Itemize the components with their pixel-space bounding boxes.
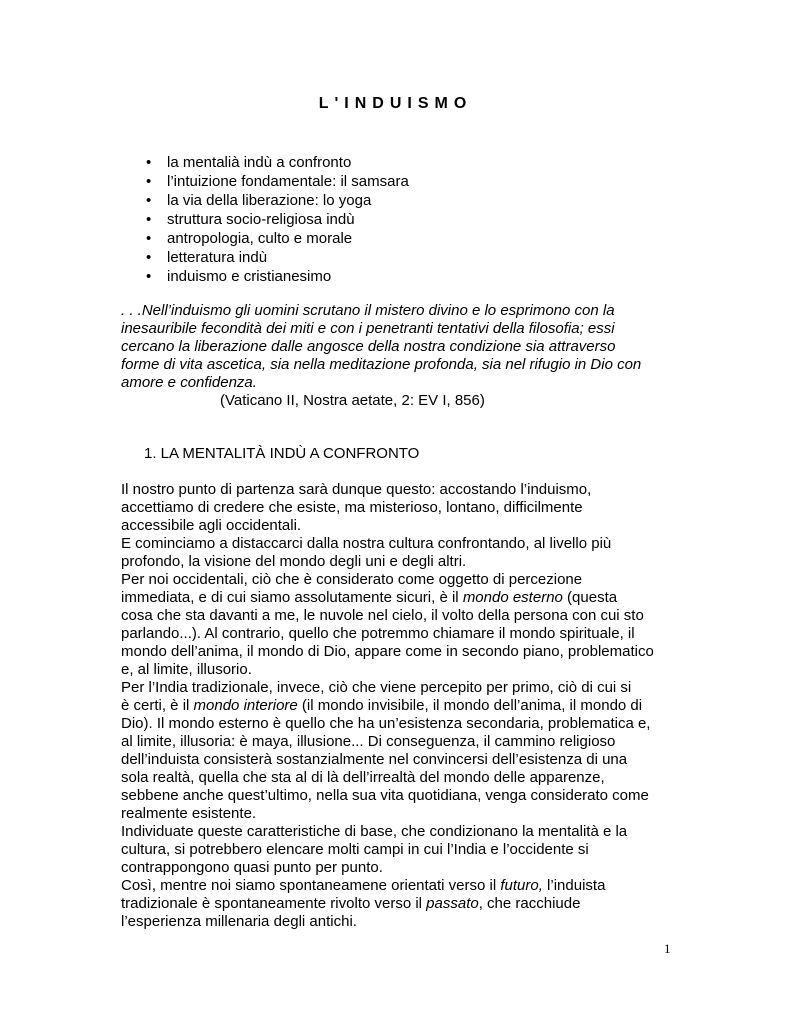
list-item-text: la mentalià indù a confronto	[167, 154, 352, 171]
body-line	[121, 589, 681, 607]
body-line	[121, 697, 681, 715]
quote-citation: (Vaticano II, Nostra aetate, 2: EV I, 856)	[220, 392, 485, 409]
list-item	[146, 191, 409, 210]
bullet-icon: •	[146, 268, 152, 285]
body-line: mondo dell’anima, il mondo di Dio, appare come in secondo piano, problematico	[121, 643, 654, 660]
body-line: dell’induista consisterà sostanzialmente nel convincersi dell’esistenza di una	[121, 751, 628, 768]
quote-line: forme di vita ascetica, sia nella meditazione profonda, sia nel rifugio in Dio con	[121, 356, 642, 373]
body-line-text: (questa	[562, 589, 618, 606]
body-line: Individuate queste caratteristiche di base, che condizionano la mentalità e la	[121, 823, 628, 840]
italic-term: futuro,	[500, 877, 543, 894]
italic-term: mondo esterno	[462, 589, 563, 606]
body-line: sebbene anche quest’ultimo, nella sua vita quotidiana, venga considerato come	[121, 787, 649, 804]
body-line-text: Così, mentre noi siamo spontaneamene orientati verso il	[121, 877, 501, 894]
list-item-text: l’intuizione fondamentale: il samsara	[167, 173, 409, 190]
body-line-text: è certi, è il	[121, 697, 194, 714]
epigraph-quote	[121, 302, 661, 392]
body-line: cosa che sta davanti a me, le nuvole nel cielo, il volto della persona con cui sto	[121, 607, 644, 624]
list-item	[146, 172, 409, 191]
bullet-icon: •	[146, 154, 152, 171]
italic-term: passato	[426, 895, 479, 912]
body-line: Per l’India tradizionale, invece, ciò che viene percepito per primo, ciò di cui si	[121, 679, 632, 696]
body-line: cultura, si potrebbero elencare molti campi in cui l’India e l’occidente si	[121, 841, 589, 858]
bullet-icon: •	[146, 211, 152, 228]
body-line: parlando...). Al contrario, quello che potremmo chiamare il mondo spirituale, il	[121, 625, 635, 642]
body-line: profondo, la visione del mondo degli uni e degli altri.	[121, 553, 467, 570]
body-line: sola realtà, quella che sta al di là dell’irrealtà del mondo delle apparenze,	[121, 769, 605, 786]
list-item	[146, 153, 409, 172]
bullet-icon: •	[146, 230, 152, 247]
list-item	[146, 248, 409, 267]
body-line	[121, 877, 681, 895]
section-heading: 1. LA MENTALITÀ INDÙ A CONFRONTO	[144, 445, 420, 462]
list-item-text: struttura socio-religiosa indù	[167, 211, 355, 228]
list-item-text: antropologia, culto e morale	[167, 230, 353, 247]
body-line-text: immediata, e di cui siamo assolutamente sicuri, è il	[121, 589, 463, 606]
quote-line: inesauribile fecondità dei miti e con i penetranti tentativi della filosofia; essi	[121, 320, 615, 337]
body-line: e, al limite, illusorio.	[121, 661, 252, 678]
bullet-icon: •	[146, 173, 152, 190]
quote-line: amore e confidenza.	[121, 374, 257, 391]
body-line: accessibile agli occidentali.	[121, 517, 302, 534]
italic-term: mondo interiore	[193, 697, 298, 714]
list-item	[146, 229, 409, 248]
page-number: 1	[664, 941, 671, 956]
body-line: accettiamo di credere che esiste, ma misterioso, lontano, difficilmente	[121, 499, 583, 516]
list-item-text: la via della liberazione: lo yoga	[167, 192, 372, 209]
topic-list	[146, 153, 409, 286]
list-item-text: letteratura indù	[167, 249, 268, 266]
body-line	[121, 895, 681, 913]
list-item	[146, 210, 409, 229]
quote-line: . . .Nell’induismo gli uomini scrutano il mistero divino e lo esprimono con la	[121, 302, 615, 319]
body-line: contrappongono quasi punto per punto.	[121, 859, 383, 876]
body-line: Il nostro punto di partenza sarà dunque questo: accostando l’induismo,	[121, 481, 592, 498]
body-line: Per noi occidentali, ciò che è considerato come oggetto di percezione	[121, 571, 583, 588]
bullet-icon: •	[146, 192, 152, 209]
body-line: Dio). Il mondo esterno è quello che ha un’esistenza secondaria, problematica e,	[121, 715, 651, 732]
body-text	[121, 481, 681, 931]
body-line: l’esperienza millenaria degli antichi.	[121, 913, 357, 930]
body-line: E cominciamo a distaccarci dalla nostra cultura confrontando, al livello più	[121, 535, 612, 552]
bullet-icon: •	[146, 249, 152, 266]
body-line: al limite, illusoria: è maya, illusione... Di conseguenza, il cammino religioso	[121, 733, 616, 750]
body-line-text: tradizionale è spontaneamente rivolto verso il	[121, 895, 427, 912]
body-line: realmente esistente.	[121, 805, 257, 822]
body-line-text: (il mondo invisibile, il mondo dell’anima, il mondo di	[297, 697, 643, 714]
body-line-text: , che racchiude	[478, 895, 581, 912]
body-line-text: l’induista	[542, 877, 606, 894]
list-item-text: induismo e cristianesimo	[167, 268, 332, 285]
list-item	[146, 267, 409, 286]
page-title: L'INDUISMO	[318, 95, 473, 112]
quote-line: cercano la liberazione dalle angosce della nostra condizione sia attraverso	[121, 338, 616, 355]
